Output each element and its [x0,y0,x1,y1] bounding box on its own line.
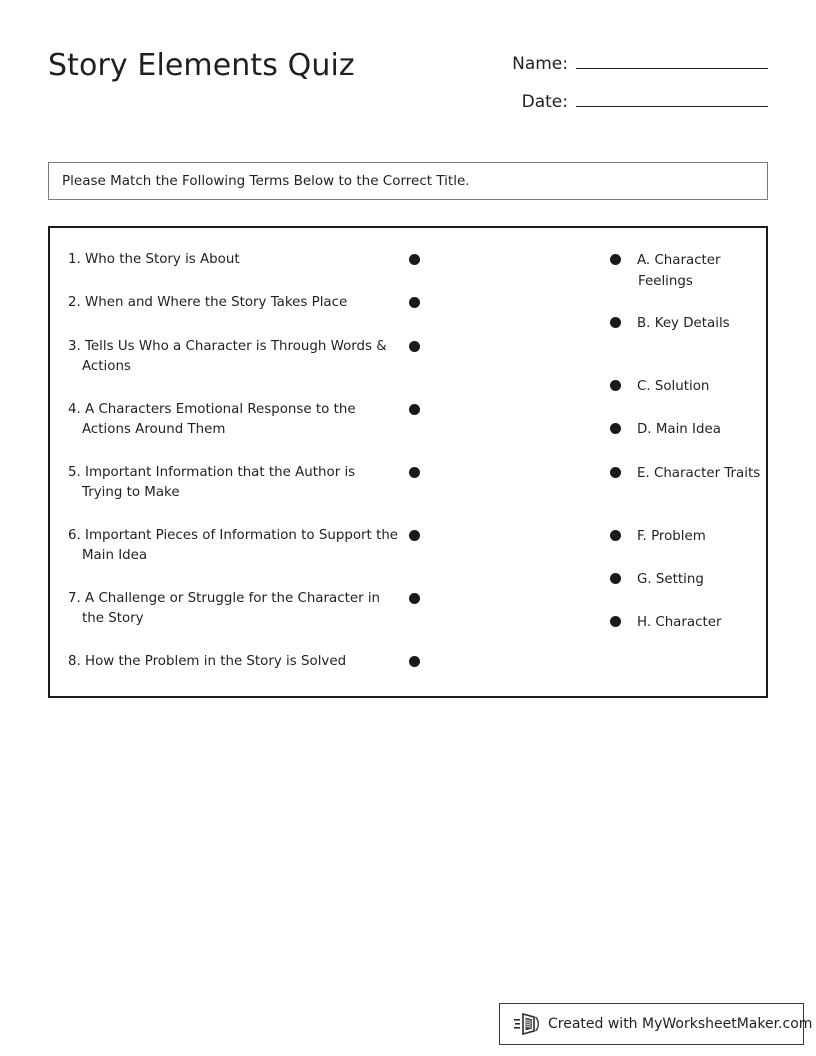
answer-connector-dot[interactable] [610,423,621,434]
question-connector-dot[interactable] [409,656,420,667]
name-date-block [498,48,768,124]
answer-text: H. Character [637,615,722,630]
question-item-4[interactable] [68,400,420,440]
question-connector-dot[interactable] [409,254,420,265]
question-connector-dot[interactable] [409,467,420,478]
question-connector-dot[interactable] [409,404,420,415]
footer-attribution-badge[interactable] [499,1003,813,1045]
question-text: 6. Important Pieces of Information to Support the Main Idea [68,528,399,563]
answer-connector-dot[interactable] [610,467,621,478]
answer-text: B. Key Details [637,316,730,331]
question-text: 1. Who the Story is About [68,252,240,267]
question-connector-dot[interactable] [409,297,420,308]
footer-attribution-text: Created with MyWorksheetMaker.com [548,1016,813,1032]
question-item-8[interactable] [68,652,420,672]
question-item-5[interactable] [68,463,420,503]
question-connector-dot[interactable] [409,341,420,352]
answer-connector-dot[interactable] [610,380,621,391]
matching-exercise-box [48,226,768,698]
answer-connector-dot[interactable] [610,530,621,541]
answer-connector-dot[interactable] [610,254,621,265]
answer-connector-dot[interactable] [610,573,621,584]
name-label: Name: [512,54,568,74]
answer-text: C. Solution [637,379,710,394]
question-connector-dot[interactable] [409,593,420,604]
question-text: 2. When and Where the Story Takes Place [68,295,348,310]
question-item-2[interactable] [68,293,420,313]
answer-item-f[interactable] [610,526,770,547]
date-row [498,86,768,124]
name-row [498,48,768,86]
question-item-6[interactable] [68,526,420,566]
question-item-7[interactable] [68,589,420,629]
answer-text: G. Setting [637,572,704,587]
question-text: 7. A Challenge or Struggle for the Character in the Story [68,591,381,626]
answer-item-e[interactable] [610,463,770,484]
page-title: Story Elements Quiz [48,48,355,83]
question-text: 3. Tells Us Who a Character is Through Words & Actions [68,339,387,374]
instruction-text: Please Match the Following Terms Below to the Correct Title. [62,172,470,189]
answer-connector-dot[interactable] [610,616,621,627]
worksheet-maker-logo-icon [514,1012,540,1036]
date-input-line[interactable] [576,86,768,107]
question-text: 4. A Characters Emotional Response to the Actions Around Them [68,402,356,437]
answer-text: A. Character Feelings [637,253,721,289]
date-label: Date: [521,92,568,112]
instruction-box [48,162,768,200]
question-text: 5. Important Information that the Author is Trying to Make [68,465,356,500]
answer-text: E. Character Traits [637,466,761,481]
answer-text: D. Main Idea [637,422,721,437]
question-item-3[interactable] [68,337,420,377]
answer-item-g[interactable] [610,569,770,590]
answer-item-a[interactable] [610,250,770,292]
question-text: 8. How the Problem in the Story is Solved [68,654,347,669]
name-input-line[interactable] [576,48,768,69]
answer-item-b[interactable] [610,313,770,334]
question-item-1[interactable] [68,250,420,270]
question-connector-dot[interactable] [409,530,420,541]
answer-item-c[interactable] [610,376,770,397]
answer-item-h[interactable] [610,612,770,633]
answer-text: F. Problem [637,529,706,544]
answer-item-d[interactable] [610,419,770,440]
worksheet-header [0,0,816,140]
answer-connector-dot[interactable] [610,317,621,328]
